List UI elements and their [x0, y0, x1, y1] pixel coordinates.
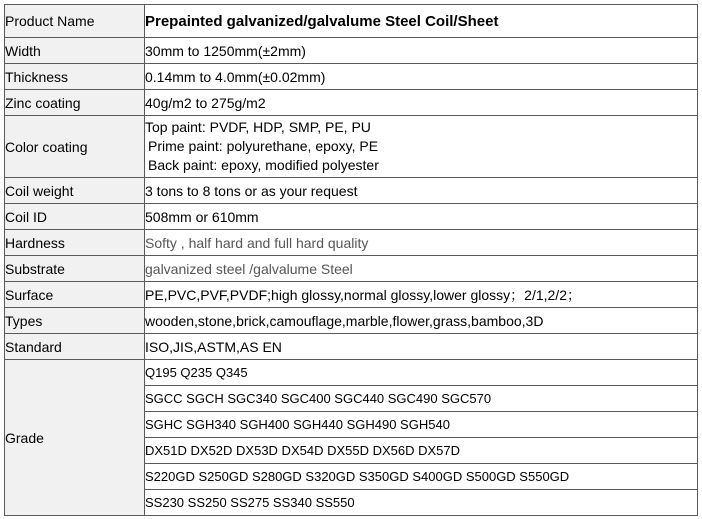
top-paint-line: Top paint: PVDF, HDP, SMP, PE, PU [145, 119, 371, 135]
grade-value: Q195 Q235 Q345 [145, 360, 698, 386]
prime-paint-line: Prime paint: polyurethane, epoxy, PE [148, 138, 379, 154]
row-label: Standard [5, 334, 145, 360]
row-label: Coil weight [5, 178, 145, 204]
product-name-value: Prepainted galvanized/galvalume Steel Coil/Sheet [145, 5, 698, 38]
table-row-product-name [5, 5, 698, 38]
table-row-color-coating [5, 116, 698, 178]
table-row-substrate [5, 256, 698, 282]
grade-value: DX51D DX52D DX53D DX54D DX55D DX56D DX57D [145, 438, 698, 464]
row-value: PE,PVC,PVF,PVDF;high glossy,normal glossy,lower glossy；2/1,2/2； [145, 282, 698, 308]
row-value: ISO,JIS,ASTM,AS EN [145, 334, 698, 360]
table-row-hardness [5, 230, 698, 256]
row-label: Zinc coating [5, 90, 145, 116]
grade-value: SS230 SS250 SS275 SS340 SS550 [145, 490, 698, 516]
table-row-standard [5, 334, 698, 360]
row-label: Grade [5, 360, 145, 516]
row-value: 508mm or 610mm [145, 204, 698, 230]
row-value: galvanized steel /galvalume Steel [145, 256, 698, 282]
row-label: Substrate [5, 256, 145, 282]
row-label: Surface [5, 282, 145, 308]
table-row-zinc-coating [5, 90, 698, 116]
table-row-grade [5, 360, 698, 386]
grade-value: S220GD S250GD S280GD S320GD S350GD S400GD S500GD S550GD [145, 464, 698, 490]
back-paint-line: Back paint: epoxy, modified polyester [148, 157, 379, 173]
row-label: Coil ID [5, 204, 145, 230]
row-value: 40g/m2 to 275g/m2 [145, 90, 698, 116]
row-label: Types [5, 308, 145, 334]
color-coating-value [145, 116, 698, 178]
table-row-width [5, 38, 698, 64]
grade-value: SGCC SGCH SGC340 SGC400 SGC440 SGC490 SGC570 [145, 386, 698, 412]
row-label: Product Name [5, 5, 145, 38]
row-label: Color coating [5, 116, 145, 178]
table-row-coil-weight [5, 178, 698, 204]
table-row-types [5, 308, 698, 334]
table-row-coil-id [5, 204, 698, 230]
row-label: Thickness [5, 64, 145, 90]
row-label: Width [5, 38, 145, 64]
table-row-surface [5, 282, 698, 308]
row-value: 0.14mm to 4.0mm(±0.02mm) [145, 64, 698, 90]
product-spec-table [4, 4, 698, 516]
row-value: 3 tons to 8 tons or as your request [145, 178, 698, 204]
row-value: 30mm to 1250mm(±2mm) [145, 38, 698, 64]
grade-value: SGHC SGH340 SGH400 SGH440 SGH490 SGH540 [145, 412, 698, 438]
row-value: wooden,stone,brick,camouflage,marble,flower,grass,bamboo,3D [145, 308, 698, 334]
row-label: Hardness [5, 230, 145, 256]
row-value: Softy , half hard and full hard quality [145, 230, 698, 256]
table-row-thickness [5, 64, 698, 90]
